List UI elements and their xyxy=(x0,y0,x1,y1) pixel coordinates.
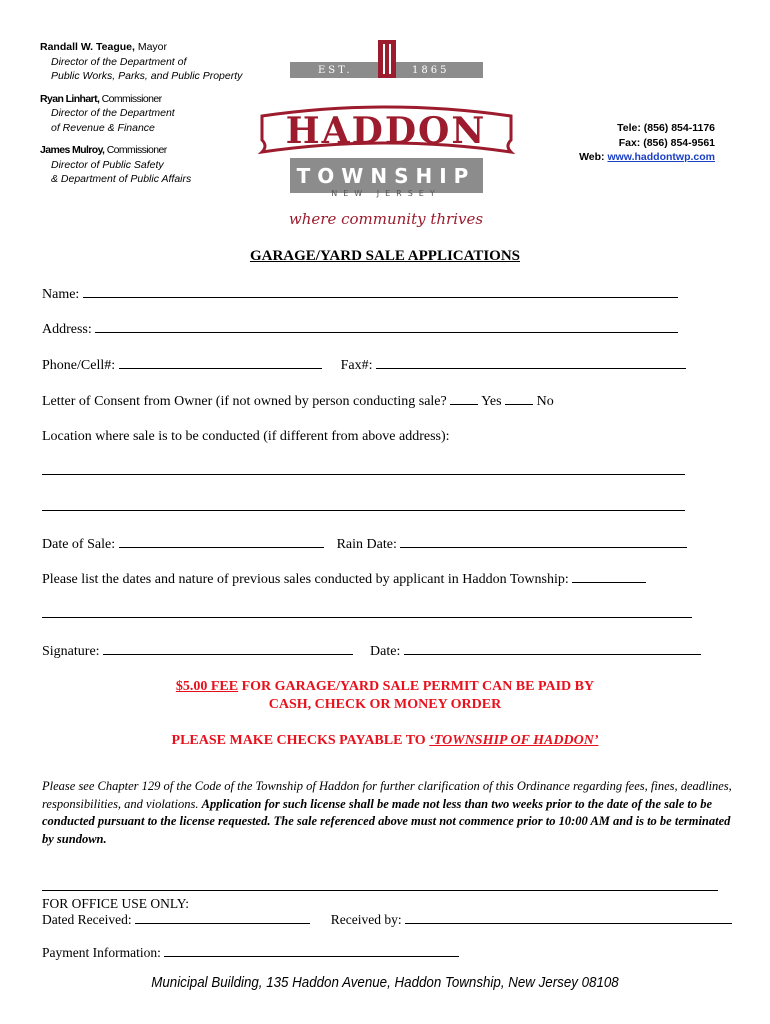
phone-fax-row xyxy=(42,357,686,374)
name-field[interactable] xyxy=(83,286,678,298)
fax-label: Fax#: xyxy=(340,358,373,373)
fax-field[interactable] xyxy=(376,357,686,369)
official-dept: & Department of Public Affairs xyxy=(51,173,192,185)
payment-info-field[interactable] xyxy=(164,945,459,957)
address-row xyxy=(42,321,678,338)
fee-notice xyxy=(0,678,770,714)
payment-info-label: Payment Information: xyxy=(42,945,161,960)
footer-address: Municipal Building, 135 Haddon Avenue, Haddon Township, New Jersey 08108 xyxy=(151,975,619,991)
received-by-label: Received by: xyxy=(330,912,402,927)
payable-prefix: PLEASE MAKE CHECKS PAYABLE TO xyxy=(171,733,430,748)
office-divider xyxy=(42,890,718,891)
page-title: GARAGE/YARD SALE APPLICATIONS xyxy=(249,248,521,264)
official-name: Ryan Linhart, xyxy=(40,92,100,105)
location-row xyxy=(42,429,450,445)
signature-date-label: Date: xyxy=(370,644,401,659)
officials-list xyxy=(40,40,270,195)
official-dept: Director of the Department of xyxy=(51,55,187,68)
logo-sub: TOWNSHIP xyxy=(296,164,476,188)
office-received-row xyxy=(42,912,732,928)
logo-est: EST. xyxy=(318,65,353,76)
official-dept: Public Works, Parks, and Public Property xyxy=(51,70,243,82)
office-heading: FOR OFFICE USE ONLY: xyxy=(42,896,190,911)
logo-name: HADDON xyxy=(285,110,487,152)
payable-notice xyxy=(0,732,770,750)
official-name: Randall W. Teague, xyxy=(40,41,135,53)
official-dept: Director of the Department xyxy=(51,107,175,119)
phone-field[interactable] xyxy=(119,357,322,369)
notice-bold: Application for such license shall be made not less than two weeks prior to the date of the sale to be conducted pursuant to the license requested. The sale referenced above must not commence prior to 10:00 AM and is to be terminated by sundown. xyxy=(42,796,731,846)
ordinance-notice xyxy=(42,778,732,848)
contact-web-label: Web: xyxy=(579,151,608,163)
official-dept: Director of Public Safety xyxy=(51,158,164,171)
official-mayor xyxy=(40,40,270,84)
official-commissioner-safety xyxy=(40,143,270,187)
consent-no-field[interactable] xyxy=(505,393,533,405)
address-field[interactable] xyxy=(95,321,678,333)
no-label: No xyxy=(536,394,554,409)
dated-received-label: Dated Received: xyxy=(42,912,132,927)
signature-row xyxy=(42,643,701,660)
consent-row xyxy=(42,393,554,410)
location-line-2[interactable] xyxy=(42,510,685,511)
signature-label: Signature: xyxy=(42,644,100,659)
contact-tel: Tele: (856) 854-1176 xyxy=(617,122,715,134)
signature-field[interactable] xyxy=(103,643,353,655)
notice-italic: Please see Chapter 129 of the Code of the Township of Haddon for further clarification of this Ordinance regarding fees, fines, deadlines, responsibilities, and violations. xyxy=(42,779,732,811)
name-row xyxy=(42,286,678,303)
consent-yes-field[interactable] xyxy=(450,393,478,405)
official-role: Commissioner xyxy=(104,144,167,156)
previous-sales-field[interactable] xyxy=(572,571,646,583)
website-link[interactable]: www.haddontwp.com xyxy=(607,151,715,163)
official-role: Commissioner xyxy=(99,92,162,105)
rain-date-label: Rain Date: xyxy=(336,537,397,552)
contact-fax: Fax: (856) 854-9561 xyxy=(618,136,715,149)
signature-date-field[interactable] xyxy=(404,643,701,655)
consent-label: Letter of Consent from Owner (if not owned by person conducting sale? xyxy=(42,394,447,409)
name-label: Name: xyxy=(42,287,80,302)
payment-row xyxy=(42,945,459,961)
haddon-township-logo xyxy=(254,38,519,234)
date-of-sale-field[interactable] xyxy=(119,536,324,548)
fee-line2: CASH, CHECK OR MONEY ORDER xyxy=(268,697,502,712)
official-commissioner-finance xyxy=(40,92,270,136)
official-name: James Mulroy, xyxy=(40,144,105,156)
logo-year: 1865 xyxy=(412,65,450,76)
fee-amount: $5.00 FEE xyxy=(175,679,239,694)
previous-sales-label: Please list the dates and nature of previous sales conducted by applicant in Haddon Township: xyxy=(42,572,569,587)
contact-block xyxy=(579,121,715,165)
payable-to: ‘TOWNSHIP OF HADDON’ xyxy=(429,733,599,748)
phone-label: Phone/Cell#: xyxy=(42,358,116,373)
official-dept: of Revenue & Finance xyxy=(51,121,155,134)
dated-received-field[interactable] xyxy=(135,912,310,924)
location-label: Location where sale is to be conducted (if different from above address): xyxy=(42,429,450,444)
date-row xyxy=(42,536,687,553)
previous-sales-line[interactable] xyxy=(42,617,692,618)
rain-date-field[interactable] xyxy=(400,536,687,548)
official-role: Mayor xyxy=(134,41,167,53)
location-line-1[interactable] xyxy=(42,474,685,475)
fee-line1: FOR GARAGE/YARD SALE PERMIT CAN BE PAID BY xyxy=(238,679,595,694)
date-of-sale-label: Date of Sale: xyxy=(42,537,116,552)
yes-label: Yes xyxy=(481,394,502,409)
logo-tagline: where community thrives xyxy=(288,210,484,228)
logo-state: NEW JERSEY xyxy=(331,189,441,198)
previous-sales-row xyxy=(42,571,646,588)
address-label: Address: xyxy=(42,322,92,337)
received-by-field[interactable] xyxy=(405,912,732,924)
